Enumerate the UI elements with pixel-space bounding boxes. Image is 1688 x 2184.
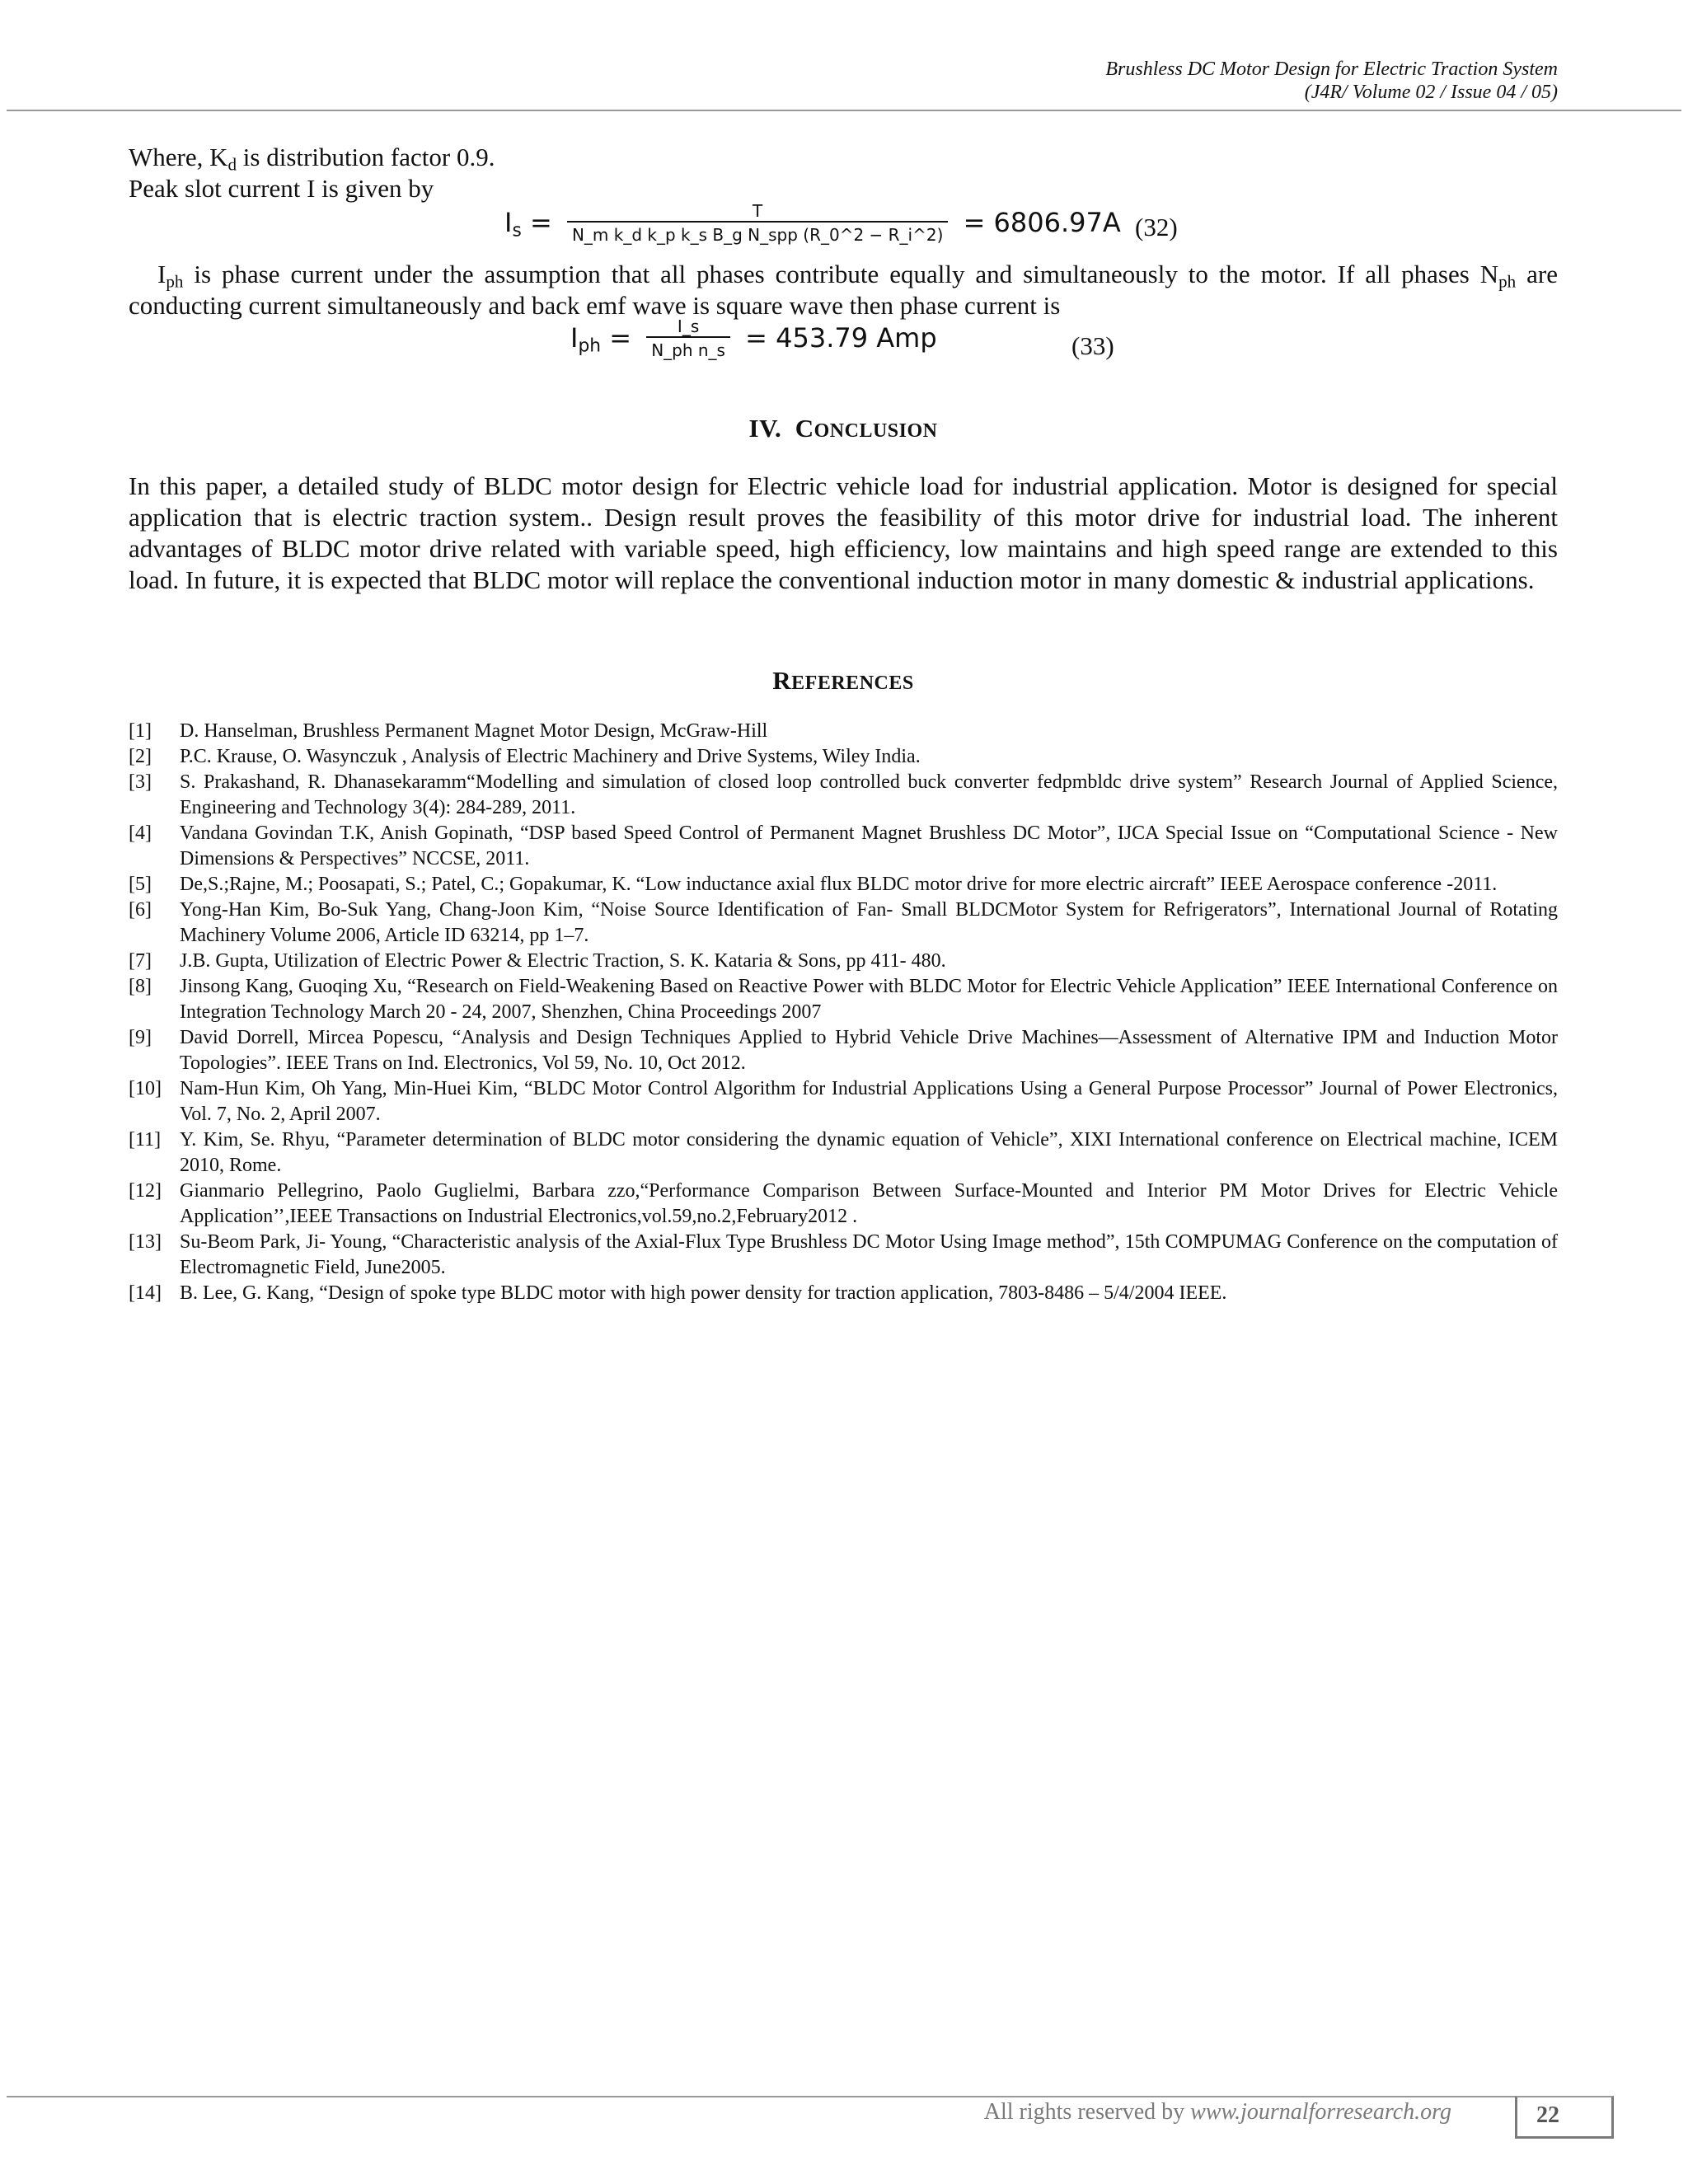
reference-number: [11] bbox=[129, 1129, 162, 1151]
references-heading: REFERENCES bbox=[772, 666, 914, 695]
reference-item bbox=[129, 1076, 1558, 1127]
reference-text: D. Hanselman, Brushless Permanent Magnet Motor Design, McGraw-Hill bbox=[180, 720, 768, 742]
reference-number: [3] bbox=[129, 771, 152, 793]
reference-number: [13] bbox=[129, 1231, 162, 1253]
reference-number: [14] bbox=[129, 1282, 162, 1304]
footer-website-link[interactable]: www.journalforresearch.org bbox=[1190, 2099, 1451, 2125]
reference-number: [8] bbox=[129, 976, 152, 997]
reference-text: David Dorrell, Mircea Popescu, “Analysis and Design Techniques Applied to Hybrid Vehicle Drive Machines—Assessment of Alternative IPM and Induction Motor Topologies”. IEEE Trans on Ind. Electronics, Vol 59, No. 10, Oct 2012. bbox=[180, 1027, 1558, 1074]
reference-text: Yong-Han Kim, Bo-Suk Yang, Chang-Joon Kim, “Noise Source Identification of Fan- Small BLDCMotor System for Refrigerators”, International Journal of Rotating Machinery Volume 2006, Article ID 63214, pp 1–7. bbox=[180, 899, 1558, 946]
where-line: Where, $K_d$ is distribution factor 0.9. bbox=[129, 143, 495, 175]
equation-33-fraction: $\frac{I\_s}{\text{N\_ph n\_s}}$ bbox=[646, 316, 730, 363]
footer-rule bbox=[7, 2096, 1515, 2097]
reference-item bbox=[129, 872, 1558, 898]
page-number: 22 bbox=[1536, 2102, 1559, 2128]
reference-number: [9] bbox=[129, 1027, 152, 1048]
phase-current-paragraph: $I_{ph}$ is phase current under the assumption that all phases contribute equally and simultaneously to the motor. If all phases $N_{ph}$ are conducting current simultaneously and back emf wave is square wave then phase current is bbox=[129, 260, 1558, 320]
reference-item bbox=[129, 1230, 1558, 1281]
equation-33: $I_{ph}$ = $\frac{I\_s}{\text{N\_ph n\_s}}$ = 453.79 Amp bbox=[570, 316, 937, 363]
references-list bbox=[129, 719, 1558, 1306]
reference-number: [12] bbox=[129, 1180, 162, 1202]
running-header bbox=[1105, 58, 1558, 104]
reference-number: [1] bbox=[129, 720, 152, 742]
reference-text: Gianmario Pellegrino, Paolo Guglielmi, Barbara zzo,“Performance Comparison Between Surface-Mounted and Interior PM Motor Drives for Electric Vehicle Application’’,IEEE Transactions on Industrial Electronics,vol.59,no.2,February2012 . bbox=[180, 1180, 1558, 1227]
reference-item bbox=[129, 1127, 1558, 1179]
equation-32-number: (32) bbox=[1135, 213, 1178, 241]
reference-text: Vandana Govindan T.K, Anish Gopinath, “DSP based Speed Control of Permanent Magnet Brushless DC Motor”, IJCA Special Issue on “Computational Science - New Dimensions & Perspectives” NCCSE, 2011. bbox=[180, 823, 1558, 869]
reference-item bbox=[129, 949, 1558, 974]
conclusion-heading: IV. CONCLUSION bbox=[748, 414, 938, 443]
reference-item bbox=[129, 974, 1558, 1025]
footer-copyright: All rights reserved by www.journalforresearch.org bbox=[983, 2099, 1451, 2125]
reference-item bbox=[129, 821, 1558, 872]
reference-number: [5] bbox=[129, 874, 152, 895]
reference-text: Y. Kim, Se. Rhyu, “Parameter determination of BLDC motor considering the dynamic equation of Vehicle”, XIXI International conference on Electrical machine, ICEM 2010, Rome. bbox=[180, 1129, 1558, 1176]
reference-item bbox=[129, 719, 1558, 744]
reference-number: [7] bbox=[129, 950, 152, 972]
equation-33-number: (33) bbox=[1071, 331, 1114, 360]
reference-text: Jinsong Kang, Guoqing Xu, “Research on Field-Weakening Based on Reactive Power with BLDC Motor for Electric Vehicle Application” IEEE International Conference on Integration Technology March 20 - 24, 2007, Shenzhen, China Proceedings 2007 bbox=[180, 976, 1558, 1023]
header-issue: (J4R/ Volume 02 / Issue 04 / 05) bbox=[1304, 82, 1558, 103]
reference-text: J.B. Gupta, Utilization of Electric Power & Electric Traction, S. K. Kataria & Sons, pp 411- 480. bbox=[180, 950, 946, 972]
peak-current-line: Peak slot current I is given by bbox=[129, 174, 434, 203]
equation-32: $I_s$ = $\frac{T}{\text{N\_m k\_d k\_p k\_s B\_g N\_spp (R\_0\textasciicircum{}2 − R\_i\textasciicircum{}2)}}$ = 6806.97A bbox=[504, 201, 1121, 247]
reference-item bbox=[129, 770, 1558, 821]
reference-text: De,S.;Rajne, M.; Poosapati, S.; Patel, C.; Gopakumar, K. “Low inductance axial flux BLDC motor drive for more electric aircraft” IEEE Aerospace conference -2011. bbox=[180, 874, 1498, 895]
reference-text: B. Lee, G. Kang, “Design of spoke type BLDC motor with high power density for traction application, 7803-8486 – 5/4/2004 IEEE. bbox=[180, 1282, 1227, 1304]
reference-number: [10] bbox=[129, 1078, 162, 1099]
reference-item bbox=[129, 744, 1558, 770]
reference-number: [6] bbox=[129, 899, 152, 921]
header-title: Brushless DC Motor Design for Electric Traction System bbox=[1105, 59, 1558, 80]
reference-number: [2] bbox=[129, 746, 152, 767]
reference-text: S. Prakashand, R. Dhanasekaramm“Modelling and simulation of closed loop controlled buck converter fedpmbldc drive system” Research Journal of Applied Science, Engineering and Technology 3(4): 284-289, 2011. bbox=[180, 771, 1558, 818]
conclusion-body: In this paper, a detailed study of BLDC motor design for Electric vehicle load for industrial application. Motor is designed for special application that is electric traction system.. Design result proves the feasibility of this motor drive for industrial load. The inherent advantages of BLDC motor drive related with variable speed, high efficiency, low maintains and high speed range are extended to this load. In future, it is expected that BLDC motor will replace the conventional induction motor in many domestic & industrial applications. bbox=[129, 471, 1558, 594]
equation-32-fraction: $\frac{T}{\text{N\_m k\_d k\_p k\_s B\_g N\_spp (R\_0\textasciicircum{}2 − R\_i\textasciicircum{}2)}}$ bbox=[567, 201, 948, 247]
header-rule bbox=[7, 110, 1681, 111]
reference-item bbox=[129, 898, 1558, 949]
reference-text: Su-Beom Park, Ji- Young, “Characteristic analysis of the Axial-Flux Type Brushless DC Motor Using Image method”, 15th COMPUMAG Conference on the computation of Electromagnetic Field, June2005. bbox=[180, 1231, 1558, 1278]
reference-item bbox=[129, 1025, 1558, 1076]
reference-text: P.C. Krause, O. Wasynczuk , Analysis of Electric Machinery and Drive Systems, Wiley India. bbox=[180, 746, 921, 767]
reference-number: [4] bbox=[129, 823, 152, 844]
reference-item bbox=[129, 1179, 1558, 1230]
reference-text: Nam-Hun Kim, Oh Yang, Min-Huei Kim, “BLDC Motor Control Algorithm for Industrial Applications Using a General Purpose Processor” Journal of Power Electronics, Vol. 7, No. 2, April 2007. bbox=[180, 1078, 1558, 1125]
reference-item bbox=[129, 1281, 1558, 1306]
